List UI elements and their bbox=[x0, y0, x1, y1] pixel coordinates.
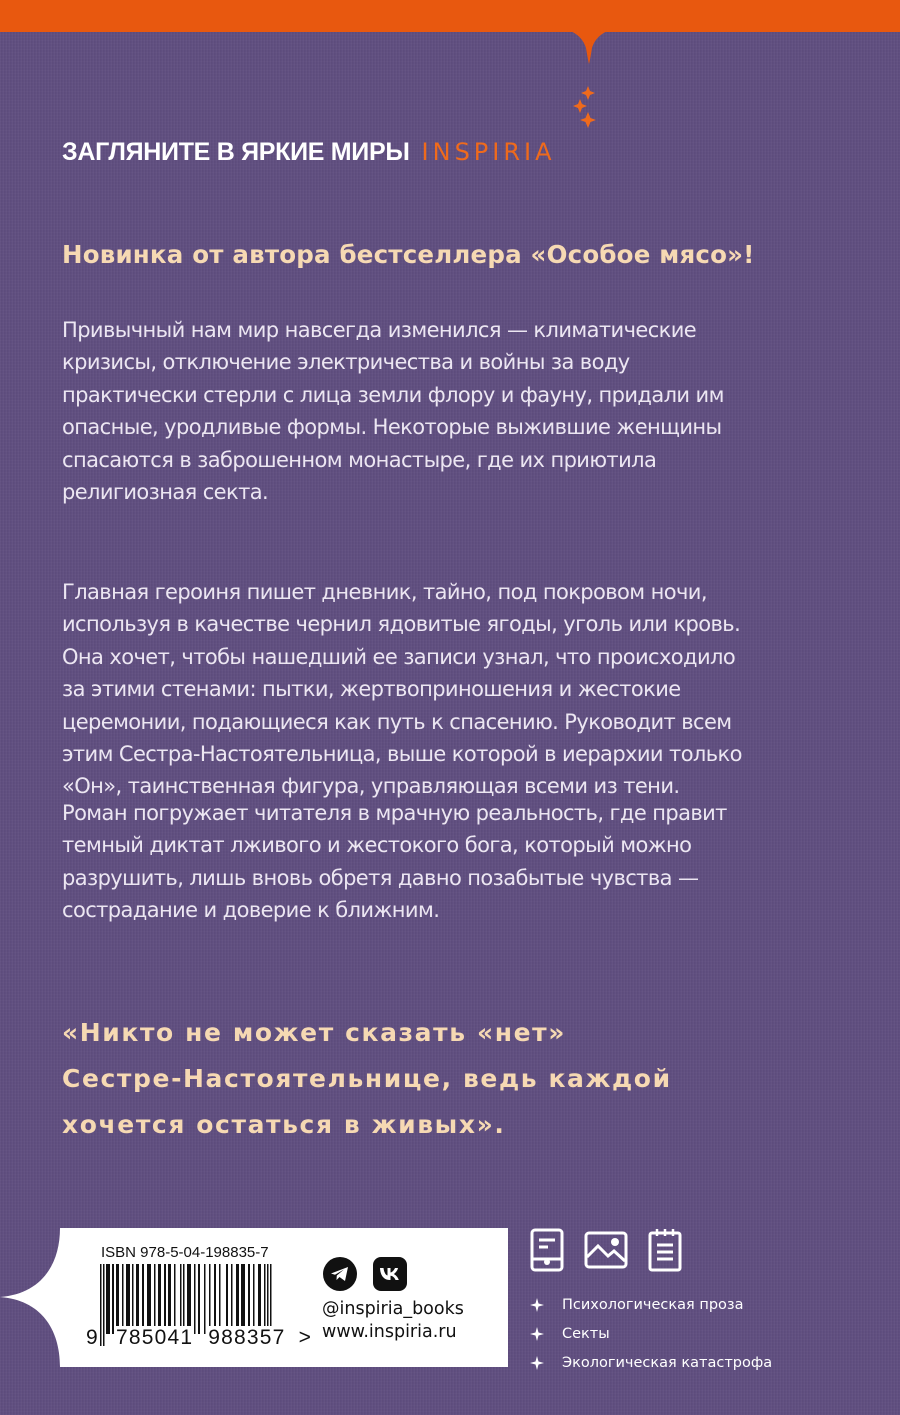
text-line: Роман погружает читателя в мрачную реальность, где правит bbox=[62, 801, 727, 825]
ebook-reader-icon bbox=[530, 1228, 564, 1272]
quote-line: хочется остаться в живых». bbox=[62, 1110, 506, 1139]
format-icons bbox=[530, 1228, 682, 1272]
quote-line: «Никто не может сказать «нет» bbox=[62, 1018, 566, 1047]
barcode-digits bbox=[86, 1326, 312, 1350]
barcode-digit-group-1: 785041 bbox=[115, 1326, 194, 1349]
text-line: практически стерли с лица земли флору и фауну, придали им bbox=[62, 382, 724, 407]
text-line: разрушить, лишь вновь обретя давно позабытые чувства — bbox=[62, 865, 699, 890]
series-tagline bbox=[62, 138, 556, 178]
text-line: Главная героиня пишет дневник, тайно, под покровом ночи, bbox=[62, 580, 707, 604]
star-bullet-icon bbox=[530, 1356, 544, 1370]
image-icon bbox=[584, 1231, 628, 1269]
text-line: за этими стенами: пытки, жертвоприношения и жестокие bbox=[62, 677, 681, 702]
genre-label: Секты bbox=[562, 1325, 610, 1342]
text-line: религиозная секта. bbox=[62, 480, 269, 505]
isbn-label: ISBN 978-5-04-198835-7 bbox=[101, 1244, 269, 1261]
barcode-digit-prefix: 9 bbox=[86, 1326, 99, 1349]
text-line: опасные, уродливые формы. Некоторые выжившие женщины bbox=[62, 415, 722, 440]
social-icons bbox=[322, 1256, 408, 1292]
text-line: церемонии, подающиеся как путь к спасению. Руководит всем bbox=[62, 709, 732, 734]
tagline-text: ЗАГЛЯНИТЕ В ЯРКИЕ МИРЫ bbox=[62, 138, 410, 166]
star-bullet-icon bbox=[530, 1327, 544, 1341]
genre-label: Психологическая проза bbox=[562, 1296, 744, 1313]
pull-quote bbox=[62, 1010, 672, 1148]
text-line: этим Сестра-Настоятельница, выше которой в иерархии только bbox=[62, 742, 742, 767]
quote-line: Сестре-Настоятельнице, ведь каждой bbox=[62, 1064, 672, 1093]
telegram-icon[interactable] bbox=[322, 1256, 358, 1292]
text-line: «Он», таинственная фигура, управляющая всеми из тени. bbox=[62, 774, 680, 799]
genre-item bbox=[530, 1348, 772, 1377]
text-line: сострадание и доверие к ближним. bbox=[62, 898, 440, 923]
drip-icon bbox=[567, 30, 611, 64]
sparkles-icon bbox=[565, 84, 605, 134]
brand-logo: INSPIRIA bbox=[421, 138, 556, 166]
text-line: спасаются в заброшенном монастыре, где их приютила bbox=[62, 447, 657, 472]
barcode-digit-end: > bbox=[298, 1326, 313, 1349]
text-line: Привычный нам мир навсегда изменился — климатические bbox=[62, 318, 697, 342]
top-orange-band bbox=[0, 0, 900, 32]
text-line: используя в качестве чернил ядовитые ягоды, уголь или кровь. bbox=[62, 612, 741, 637]
description-paragraph-1 bbox=[62, 314, 852, 508]
text-line: темный диктат лживого и жестокого бога, который можно bbox=[62, 833, 692, 858]
genre-list bbox=[530, 1290, 772, 1377]
description-paragraph-2 bbox=[62, 576, 852, 803]
text-line: кризисы, отключение электричества и войны за воду bbox=[62, 350, 630, 375]
notepad-icon bbox=[648, 1228, 682, 1272]
genre-item bbox=[530, 1319, 772, 1348]
star-bullet-icon bbox=[530, 1298, 544, 1312]
description-paragraph-3 bbox=[62, 797, 852, 927]
text-line: Она хочет, чтобы нашедший ее записи узнал, что происходило bbox=[62, 644, 736, 669]
barcode-digit-group-2: 988357 bbox=[208, 1326, 286, 1349]
social-handle[interactable]: @inspiria_books bbox=[322, 1299, 464, 1319]
genre-label: Экологическая катастрофа bbox=[562, 1354, 773, 1371]
headline: Новинка от автора бестселлера «Особое мясо»! bbox=[62, 240, 755, 269]
genre-item bbox=[530, 1290, 772, 1319]
vk-icon[interactable] bbox=[372, 1256, 408, 1292]
website-link[interactable]: www.inspiria.ru bbox=[322, 1322, 457, 1342]
